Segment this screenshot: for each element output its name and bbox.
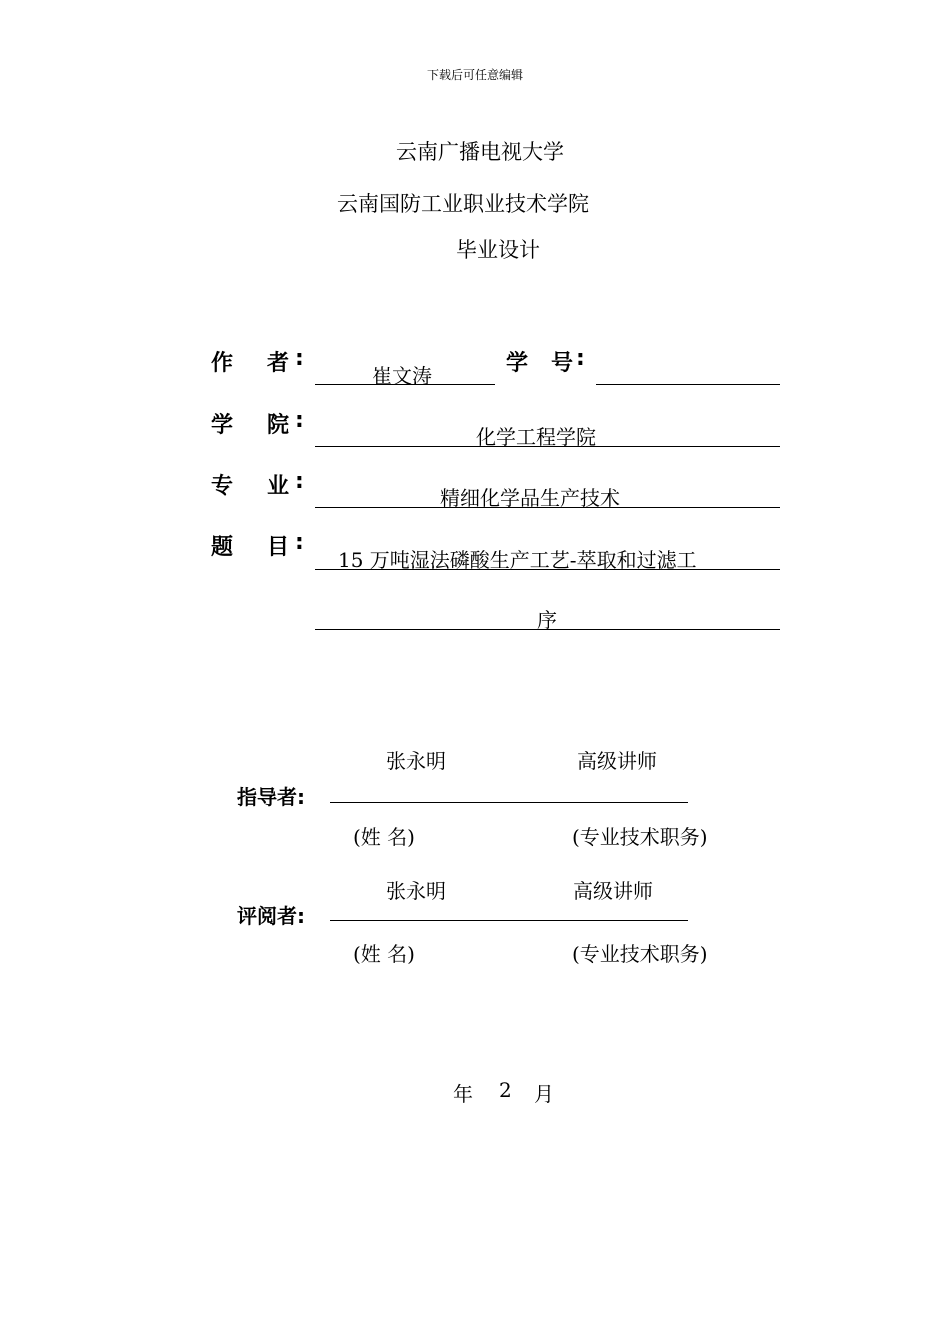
- advisor-title-caption: (专业技术职务): [572, 825, 708, 849]
- author-underline: [315, 384, 495, 385]
- reviewer-name-caption: (姓 名): [353, 942, 415, 966]
- major-label-char-1: 专: [211, 474, 234, 499]
- student-no-label-char-2: 号: [551, 351, 574, 376]
- student-no-label-char-1: 学: [506, 351, 529, 376]
- major-label-char-2: 业: [267, 474, 290, 499]
- date-year-word: 年: [453, 1082, 473, 1106]
- topic-underline-1: [315, 569, 780, 570]
- college-label-char-1: 学: [211, 413, 234, 438]
- college-label-char-2: 院: [267, 413, 290, 438]
- advisor-name: 张永明: [386, 749, 446, 773]
- advisor-name-caption: (姓 名): [353, 825, 415, 849]
- college-value: 化学工程学院: [476, 425, 596, 449]
- topic-label-char-2: 目: [267, 535, 290, 560]
- topic-label-colon: :: [295, 530, 304, 555]
- topic-underline-2: [315, 629, 780, 630]
- reviewer-underline: [330, 920, 688, 921]
- major-label-colon: :: [295, 469, 304, 494]
- major-underline: [315, 507, 780, 508]
- advisor-label: 指导者:: [237, 785, 305, 809]
- author-value: 崔文涛: [372, 364, 432, 388]
- author-label-colon: :: [295, 346, 304, 371]
- date-month-word: 月: [534, 1082, 554, 1106]
- reviewer-name: 张永明: [386, 879, 446, 903]
- college-label-colon: :: [295, 408, 304, 433]
- student-no-underline: [596, 384, 780, 385]
- institution-line-1: 云南广播电视大学: [396, 140, 564, 164]
- reviewer-title: 高级讲师: [573, 879, 653, 903]
- author-label-char-2: 者: [267, 351, 290, 376]
- major-value: 精细化学品生产技术: [440, 486, 620, 510]
- student-no-label-colon: :: [576, 346, 585, 371]
- author-label-char-1: 作: [211, 351, 234, 376]
- topic-value-line-1: 15 万吨湿法磷酸生产工艺-萃取和过滤工: [338, 548, 697, 572]
- date-month-value: 2: [499, 1078, 512, 1102]
- topic-label-char-1: 题: [211, 535, 234, 560]
- college-underline: [315, 446, 780, 447]
- reviewer-label: 评阅者:: [237, 904, 305, 928]
- advisor-title: 高级讲师: [577, 749, 657, 773]
- advisor-underline: [330, 802, 688, 803]
- header-note: 下载后可任意编辑: [426, 68, 523, 82]
- institution-line-2: 云南国防工业职业技术学院: [337, 192, 589, 216]
- topic-value-line-2: 序: [537, 608, 557, 632]
- reviewer-title-caption: (专业技术职务): [572, 942, 708, 966]
- document-type: 毕业设计: [456, 238, 540, 262]
